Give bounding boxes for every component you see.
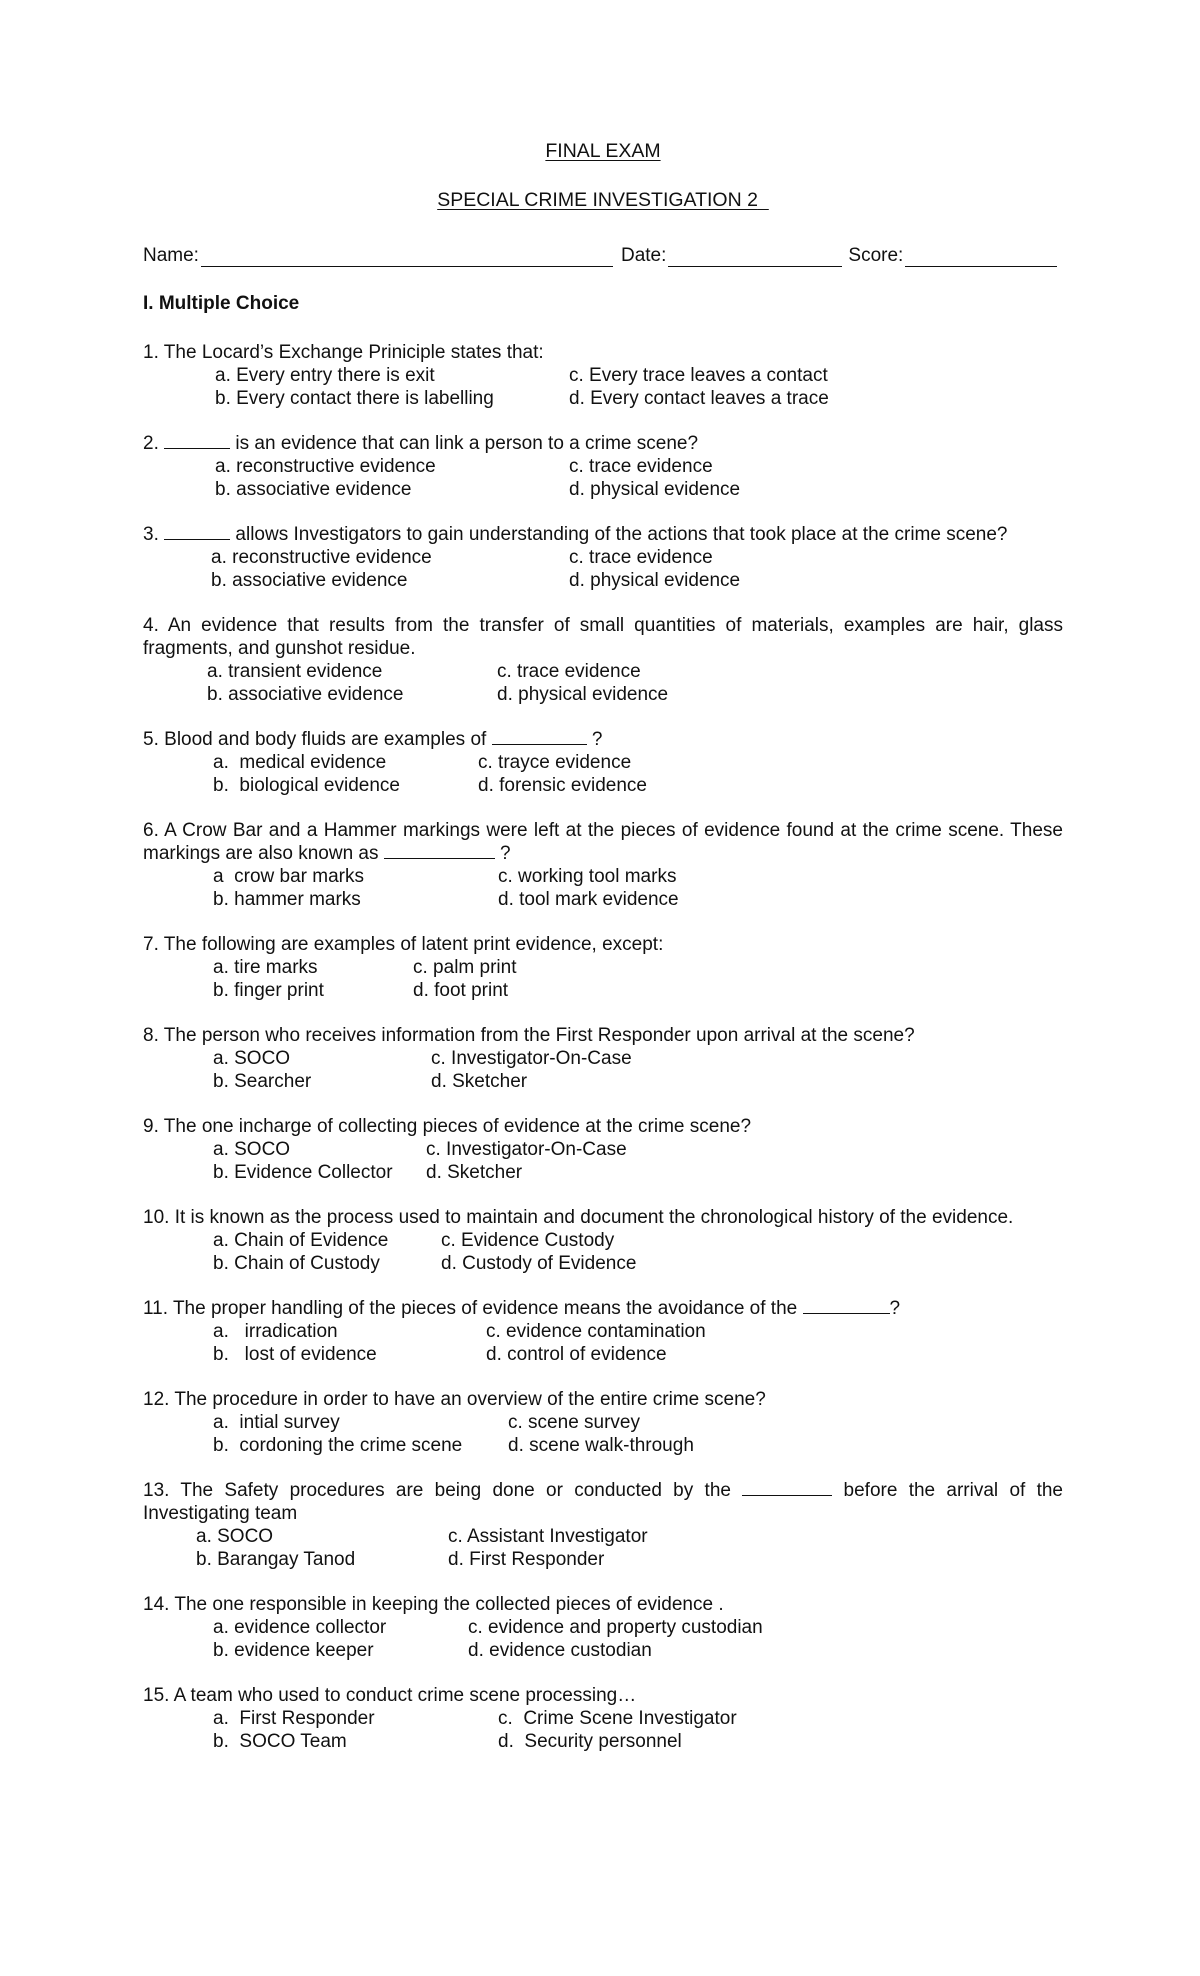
- question-text: The Safety procedures are being done or conducted by the: [180, 1480, 731, 1501]
- answer-option[interactable]: d. physical evidence: [569, 570, 741, 591]
- answer-option[interactable]: a. reconstructive evidence: [215, 456, 436, 477]
- question-stem: [143, 1479, 1069, 1525]
- question-text: The one responsible in keeping the collected pieces of evidence .: [174, 1594, 724, 1615]
- question-1: [143, 341, 1063, 410]
- answer-option[interactable]: d. Sketcher: [431, 1071, 528, 1092]
- answer-options: [143, 364, 1063, 410]
- question-12: [143, 1388, 1063, 1457]
- question-7: [143, 933, 1063, 1002]
- date-blank[interactable]: [668, 246, 842, 267]
- question-number: 4.: [143, 615, 159, 636]
- answer-option[interactable]: a. intial survey: [213, 1412, 340, 1433]
- answer-option[interactable]: d. control of evidence: [486, 1344, 667, 1365]
- answer-option[interactable]: b. Evidence Collector: [213, 1162, 393, 1183]
- question-text: It is known as the process used to maintain and document the chronological history of the evidence.: [174, 1207, 1014, 1228]
- question-stem: [143, 819, 1063, 865]
- answer-options: [143, 1229, 1063, 1275]
- answer-option[interactable]: d. Every contact leaves a trace: [569, 388, 829, 409]
- answer-option[interactable]: b. Barangay Tanod: [196, 1549, 356, 1570]
- answer-option[interactable]: c. trace evidence: [569, 547, 713, 568]
- question-number: 7.: [143, 934, 159, 955]
- answer-option[interactable]: c. trace evidence: [497, 661, 641, 682]
- answer-option[interactable]: b. SOCO Team: [213, 1731, 347, 1752]
- question-15: [143, 1684, 1063, 1753]
- question-number: 3.: [143, 524, 159, 545]
- answer-option[interactable]: a. Chain of Evidence: [213, 1230, 389, 1251]
- answer-option[interactable]: a. SOCO: [213, 1139, 291, 1160]
- question-13: [143, 1479, 1069, 1571]
- question-stem: [143, 432, 1063, 455]
- answer-option[interactable]: c. Investigator-On-Case: [426, 1139, 627, 1160]
- question-text: A Crow Bar and a Hammer markings were left at the pieces of evidence found at the crime scene. These markings are also known as: [143, 820, 1063, 864]
- question-5: [143, 728, 1063, 797]
- answer-option[interactable]: b. associative evidence: [211, 570, 408, 591]
- answer-blank[interactable]: [164, 523, 230, 540]
- question-number: 8.: [143, 1025, 159, 1046]
- answer-blank[interactable]: [384, 842, 495, 859]
- answer-option[interactable]: a. irradication: [213, 1321, 338, 1342]
- question-stem: [143, 614, 1063, 660]
- answer-option[interactable]: b. Searcher: [213, 1071, 312, 1092]
- answer-options: [143, 865, 1063, 911]
- question-number: 10.: [143, 1207, 170, 1228]
- answer-option[interactable]: b. associative evidence: [215, 479, 412, 500]
- question-stem: [143, 1115, 1063, 1138]
- answer-option[interactable]: d. First Responder: [448, 1549, 605, 1570]
- question-number: 13.: [143, 1480, 170, 1501]
- exam-page: [143, 140, 1069, 1775]
- question-number: 5.: [143, 729, 159, 750]
- question-10: [143, 1206, 1063, 1275]
- question-text: The procedure in order to have an overview of the entire crime scene?: [174, 1389, 766, 1410]
- score-label: Score:: [848, 245, 904, 266]
- question-text: The person who receives information from the First Responder upon arrival at the scene?: [163, 1025, 915, 1046]
- name-label: Name:: [143, 245, 199, 266]
- exam-subtitle-text: SPECIAL CRIME INVESTIGATION 2: [437, 189, 758, 211]
- answer-option[interactable]: a. evidence collector: [213, 1617, 387, 1638]
- answer-option[interactable]: c. Investigator-On-Case: [431, 1048, 632, 1069]
- answer-option[interactable]: c. Evidence Custody: [441, 1230, 615, 1251]
- question-2: [143, 432, 1063, 501]
- answer-option[interactable]: a. SOCO: [196, 1526, 274, 1547]
- question-stem: [143, 1684, 1063, 1707]
- answer-option[interactable]: c. Crime Scene Investigator: [498, 1708, 737, 1729]
- answer-options: [143, 1616, 1063, 1662]
- answer-blank[interactable]: [742, 1479, 832, 1496]
- answer-option[interactable]: a. transient evidence: [207, 661, 383, 682]
- answer-option[interactable]: d. Security personnel: [498, 1731, 682, 1752]
- question-text-after: ?: [889, 1298, 901, 1319]
- answer-option[interactable]: a. medical evidence: [213, 752, 387, 773]
- answer-option[interactable]: c. Assistant Investigator: [448, 1526, 648, 1547]
- answer-option[interactable]: d. tool mark evidence: [498, 889, 679, 910]
- question-text: An evidence that results from the transfer of small quantities of materials, examples are hair, glass fragments, and gunshot residue.: [143, 615, 1064, 659]
- question-text: The one incharge of collecting pieces of evidence at the crime scene?: [163, 1116, 752, 1137]
- answer-option[interactable]: d. physical evidence: [569, 479, 741, 500]
- exam-subtitle: [143, 189, 1063, 212]
- question-text: The proper handling of the pieces of evidence means the avoidance of the: [172, 1298, 798, 1319]
- question-stem: [143, 728, 1063, 751]
- question-stem: [143, 933, 1063, 956]
- answer-option[interactable]: c. working tool marks: [498, 866, 677, 887]
- answer-option[interactable]: b. cordoning the crime scene: [213, 1435, 463, 1456]
- answer-options: [143, 956, 1063, 1002]
- question-stem: [143, 341, 1063, 364]
- question-number: 6.: [143, 820, 159, 841]
- answer-options: [143, 546, 1063, 592]
- answer-option[interactable]: d. foot print: [413, 980, 509, 1001]
- section-title: I. Multiple Choice: [143, 293, 300, 314]
- answer-option[interactable]: b. associative evidence: [207, 684, 404, 705]
- answer-option[interactable]: d. evidence custodian: [468, 1640, 652, 1661]
- question-8: [143, 1024, 1063, 1093]
- answer-option[interactable]: b. finger print: [213, 980, 324, 1001]
- question-text: The following are examples of latent print evidence, except:: [163, 934, 664, 955]
- answer-option[interactable]: a. reconstructive evidence: [211, 547, 432, 568]
- question-text: is an evidence that can link a person to a crime scene?: [230, 433, 699, 454]
- answer-options: [143, 1138, 1063, 1184]
- answer-option[interactable]: b. biological evidence: [213, 775, 400, 796]
- answer-option[interactable]: d. scene walk-through: [508, 1435, 694, 1456]
- question-stem: [143, 523, 1063, 546]
- answer-blank[interactable]: [803, 1297, 890, 1314]
- answer-options: [143, 1320, 1063, 1366]
- answer-option[interactable]: a. SOCO: [213, 1048, 291, 1069]
- answer-blank[interactable]: [164, 432, 230, 449]
- answer-option[interactable]: c. scene survey: [508, 1412, 640, 1433]
- answer-option[interactable]: c. palm print: [413, 957, 517, 978]
- answer-option[interactable]: b. hammer marks: [213, 889, 361, 910]
- question-3: [143, 523, 1063, 592]
- answer-options: [143, 1525, 1063, 1571]
- answer-option[interactable]: c. evidence contamination: [486, 1321, 706, 1342]
- question-text: Blood and body fluids are examples of: [164, 729, 487, 750]
- answer-option[interactable]: c. trayce evidence: [478, 752, 632, 773]
- question-stem: [143, 1593, 1063, 1616]
- answer-blank[interactable]: [492, 728, 587, 745]
- question-stem: [143, 1024, 1063, 1047]
- date-label: Date:: [620, 245, 667, 266]
- answer-option[interactable]: a. Every entry there is exit: [215, 365, 435, 386]
- answer-options: [143, 751, 1063, 797]
- answer-option[interactable]: b. lost of evidence: [213, 1344, 377, 1365]
- answer-option[interactable]: a. First Responder: [213, 1708, 375, 1729]
- question-stem: [143, 1206, 1063, 1229]
- question-number: 2.: [143, 433, 159, 454]
- question-text-after: ?: [494, 843, 511, 864]
- answer-option[interactable]: c. trace evidence: [569, 456, 713, 477]
- answer-options: [143, 660, 1063, 706]
- question-number: 11.: [143, 1298, 169, 1319]
- student-info-line: [143, 241, 1063, 267]
- answer-option[interactable]: d. physical evidence: [497, 684, 669, 705]
- question-number: 12.: [143, 1389, 170, 1410]
- question-6: [143, 819, 1063, 911]
- question-text-after: before the arrival of the Investigating team: [143, 1480, 1069, 1524]
- question-text: allows Investigators to gain understanding of the actions that took place at the crime scene?: [230, 524, 1008, 545]
- answer-option[interactable]: d. Custody of Evidence: [441, 1253, 637, 1274]
- exam-title: FINAL EXAM: [545, 140, 661, 162]
- answer-option[interactable]: a. tire marks: [213, 957, 318, 978]
- question-text: A team who used to conduct crime scene processing…: [173, 1685, 637, 1706]
- question-text: The Locard’s Exchange Priniciple states that:: [163, 342, 544, 363]
- answer-options: [143, 455, 1063, 501]
- answer-option[interactable]: b. evidence keeper: [213, 1640, 374, 1661]
- question-number: 15.: [143, 1685, 170, 1706]
- question-4: [143, 614, 1063, 706]
- answer-option[interactable]: d. forensic evidence: [478, 775, 647, 796]
- question-list: [143, 341, 1069, 1753]
- answer-option[interactable]: b. Chain of Custody: [213, 1253, 380, 1274]
- question-11: [143, 1297, 1063, 1366]
- answer-option[interactable]: a crow bar marks: [213, 866, 364, 887]
- answer-options: [143, 1707, 1063, 1753]
- answer-option[interactable]: d. Sketcher: [426, 1162, 523, 1183]
- answer-options: [143, 1047, 1063, 1093]
- question-number: 14.: [143, 1594, 170, 1615]
- answer-options: [143, 1411, 1063, 1457]
- name-blank[interactable]: [201, 246, 613, 267]
- answer-option[interactable]: c. Every trace leaves a contact: [569, 365, 828, 386]
- score-blank[interactable]: [905, 246, 1057, 267]
- question-text-after: ?: [586, 729, 603, 750]
- answer-option[interactable]: b. Every contact there is labelling: [215, 388, 494, 409]
- question-stem: [143, 1388, 1063, 1411]
- question-14: [143, 1593, 1063, 1662]
- question-stem: [143, 1297, 1063, 1320]
- question-9: [143, 1115, 1063, 1184]
- answer-option[interactable]: c. evidence and property custodian: [468, 1617, 763, 1638]
- question-number: 1.: [143, 342, 159, 363]
- question-number: 9.: [143, 1116, 159, 1137]
